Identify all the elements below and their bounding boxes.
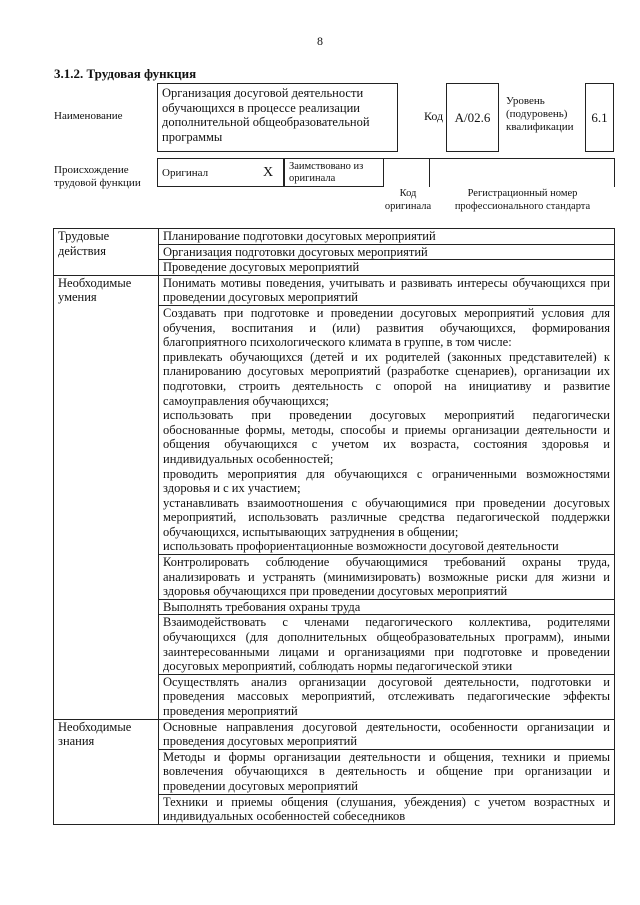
reg-number-cell: [430, 158, 615, 187]
cell-line: Создавать при подготовке и проведении досуговых мероприятий условия для обучения, воспитания и (или) развития обучающихся, формирования благоприятного психологического климата в группе, в том числе:: [163, 305, 610, 350]
cell-line: использовать профориентационные возможности досуговой деятельности: [163, 539, 559, 554]
origin-label: Происхождение трудовой функции: [54, 164, 141, 189]
name-value: Организация досуговой деятельности обучающихся в процессе реализации дополнительной общеобразовательной программы: [157, 83, 398, 152]
table-row: [54, 719, 615, 749]
section-title: 3.1.2. Трудовая функция: [54, 66, 197, 81]
section-header: Необходимые умения: [54, 275, 159, 719]
original-cell: [157, 158, 284, 187]
page-number: 8: [317, 34, 323, 48]
code-label: Код: [424, 109, 444, 123]
table-cell: [159, 305, 615, 554]
original-mark: X: [263, 165, 274, 180]
table-cell: Проведение досуговых мероприятий: [159, 260, 615, 276]
table-cell: Понимать мотивы поведения, учитывать и развивать интересы обучающихся при проведении досуговых мероприятий: [159, 275, 615, 305]
table-cell: Взаимодействовать с членами педагогического коллектива, родителями обучающихся (для дополнительных общеобразовательных программ), иными заинтересованными лицами и организациями при подготовке и проведении досуговых мероприятий, соблюдать нормы педагогической этики: [159, 615, 615, 674]
cell-line: проводить мероприятия для обучающихся с ограниченными возможностями здоровья и с их участием;: [163, 466, 610, 496]
table-cell: Планирование подготовки досуговых мероприятий: [159, 229, 615, 245]
original-label: Оригинал: [162, 167, 209, 179]
code-original-label: Код оригинала: [384, 188, 432, 212]
section-header: Необходимые знания: [54, 719, 159, 824]
table-cell: Выполнять требования охраны труда: [159, 599, 615, 615]
level-label: Уровень (подуровень) квалификации: [506, 95, 574, 133]
section-header: Трудовые действия: [54, 229, 159, 276]
code-original-cell: [384, 158, 430, 187]
table-row: [54, 275, 615, 305]
function-table: [53, 228, 615, 825]
reg-number-label: Регистрационный номер профессионального стандарта: [454, 188, 591, 212]
cell-line: использовать при проведении досуговых мероприятий педагогически обоснованные формы, методы, способы и приемы организации деятельности и общения обучающихся с учетом их возраста, состояния здоровья и индивидуальных особенностей;: [163, 408, 610, 466]
level-value: 6.1: [585, 83, 614, 152]
table-cell: Основные направления досуговой деятельности, особенности организации и проведения досуговых мероприятий: [159, 719, 615, 749]
table-cell: Контролировать соблюдение обучающимися требований охраны труда, анализировать и устранять (минимизировать) возможные риски для жизни и здоровья обучающихся при проведении досуговых мероприятий: [159, 555, 615, 600]
table-cell: Осуществлять анализ организации досуговой деятельности, подготовки и проведения массовых мероприятий, отслеживать педагогические эффекты проведения мероприятий: [159, 674, 615, 719]
table-cell: Организация подготовки досуговых мероприятий: [159, 244, 615, 260]
code-value: A/02.6: [446, 83, 499, 152]
table-row: [54, 229, 615, 245]
name-label: Наименование: [54, 110, 123, 122]
table-cell: Техники и приемы общения (слушания, убеждения) с учетом возрастных и индивидуальных особенностей собеседников: [159, 794, 615, 824]
cell-line: привлекать обучающихся (детей и их родителей (законных представителей) к планированию досуговых мероприятий (разработке сценариев), организации их подготовки, строить деятельность с опорой на инициативу и развитие самоуправления обучающихся;: [163, 349, 610, 408]
cell-line: устанавливать взаимоотношения с обучающимися при проведении досуговых мероприятий, использовать различные средства педагогической поддержки обучающихся, испытывающих затруднения в общении;: [163, 495, 610, 539]
borrowed-label: Заимствовано из оригинала: [284, 158, 384, 187]
table-cell: Методы и формы организации деятельности и общения, техники и приемы вовлечения обучающихся в деятельность и общение при организации и проведении досуговых мероприятий: [159, 749, 615, 794]
